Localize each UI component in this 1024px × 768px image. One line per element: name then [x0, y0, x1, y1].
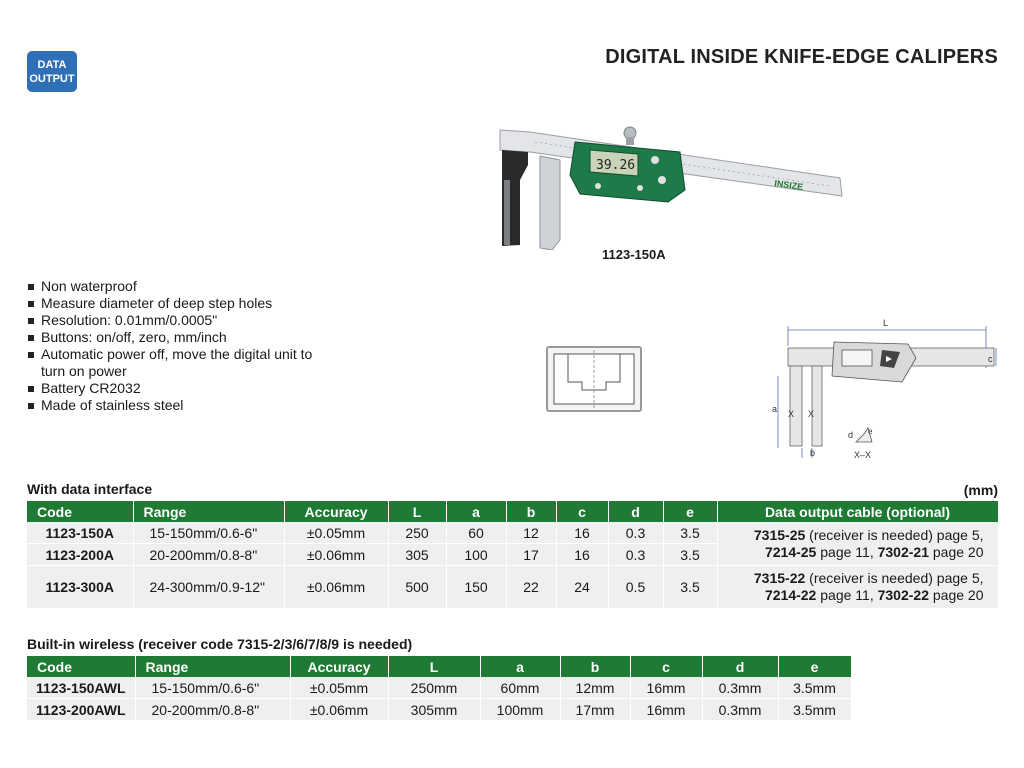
cell-code: 1123-200A: [27, 544, 133, 566]
feature-item: Made of stainless steel: [27, 397, 317, 414]
feature-item: Measure diameter of deep step holes: [27, 295, 317, 312]
cell-a: 60mm: [480, 677, 560, 699]
col-header-e: e: [663, 501, 717, 522]
col-header-a: a: [446, 501, 506, 522]
cell-range: 24-300mm/0.9-12": [133, 566, 284, 609]
cell-range: 20-200mm/0.8-8": [133, 544, 284, 566]
cable-code: 7302-22: [877, 587, 929, 603]
cable-text: page 20: [929, 587, 984, 603]
feature-item: Non waterproof: [27, 278, 317, 295]
cable-text: page 11,: [816, 587, 878, 603]
col-header-cable: Data output cable (optional): [717, 501, 998, 522]
cell-range: 15-150mm/0.6-6": [133, 522, 284, 544]
cell-accuracy: ±0.06mm: [284, 566, 388, 609]
label-x-right: X: [808, 409, 815, 419]
label-d: d: [848, 430, 854, 440]
cell-accuracy: ±0.06mm: [290, 699, 388, 721]
col-header-range: Range: [133, 501, 284, 522]
feature-item: Battery CR2032: [27, 380, 317, 397]
dimension-diagram: [770, 316, 1002, 464]
cable-text: page 20: [929, 543, 984, 560]
page-title: DIGITAL INSIDE KNIFE-EDGE CALIPERS: [605, 46, 998, 68]
cell-a: 100mm: [480, 699, 560, 721]
cell-L: 500: [388, 566, 446, 609]
cell-d: 0.5: [608, 566, 663, 609]
col-header-b: b: [506, 501, 556, 522]
data-output-badge: [27, 51, 77, 92]
cable-code: 7315-22: [753, 570, 806, 586]
cell-code: 1123-150AWL: [27, 677, 135, 699]
label-x-left: X: [788, 409, 795, 419]
cell-a: 150: [446, 566, 506, 609]
caliper-product-image: [490, 120, 850, 250]
cell-a: 100: [446, 544, 506, 566]
col-header-b: b: [560, 656, 630, 677]
cell-c: 16: [556, 522, 608, 544]
cell-e: 3.5mm: [778, 699, 851, 721]
cell-d: 0.3: [608, 544, 663, 566]
cell-d: 0.3: [608, 522, 663, 544]
col-header-d: d: [608, 501, 663, 522]
label-e: e: [868, 427, 873, 436]
table-row: [27, 566, 998, 609]
jaw-profile-diagram: [546, 346, 642, 412]
cell-e: 3.5mm: [778, 677, 851, 699]
cell-cable-group-2: [717, 566, 998, 609]
cable-text: (receiver is needed) page 5,: [805, 570, 984, 586]
col-header-code: Code: [27, 656, 135, 677]
label-a: a: [772, 404, 778, 414]
cell-accuracy: ±0.05mm: [284, 522, 388, 544]
cell-accuracy: ±0.06mm: [284, 544, 388, 566]
table-header-row: [27, 501, 998, 522]
cell-d: 0.3mm: [702, 699, 778, 721]
col-header-e: e: [778, 656, 851, 677]
col-header-c: c: [556, 501, 608, 522]
table1-unit: (mm): [963, 482, 998, 498]
col-header-L: L: [388, 501, 446, 522]
feature-item: Buttons: on/off, zero, mm/inch: [27, 329, 317, 346]
label-section-xx: X–X: [854, 450, 872, 460]
col-header-accuracy: Accuracy: [284, 501, 388, 522]
cell-b: 12: [506, 522, 556, 544]
label-L: L: [883, 318, 889, 328]
cell-e: 3.5: [663, 544, 717, 566]
cell-L: 305: [388, 544, 446, 566]
label-c: c: [988, 354, 993, 364]
col-header-c: c: [630, 656, 702, 677]
cable-text: (receiver is needed) page 5,: [805, 526, 984, 543]
feature-item: Automatic power off, move the digital unit to turn on power: [27, 346, 317, 380]
cable-code: 7214-25: [764, 543, 817, 560]
cell-d: 0.3mm: [702, 677, 778, 699]
cell-b: 17mm: [560, 699, 630, 721]
cell-c: 24: [556, 566, 608, 609]
cell-b: 17: [506, 544, 556, 566]
badge-line-2: OUTPUT: [29, 72, 75, 85]
brand-logo: INSIZE: [773, 178, 804, 193]
table-row: [27, 522, 998, 544]
label-b: b: [810, 448, 816, 458]
col-header-d: d: [702, 656, 778, 677]
col-header-code: Code: [27, 501, 133, 522]
cable-code: 7302-21: [877, 543, 929, 560]
cell-code: 1123-200AWL: [27, 699, 135, 721]
product-image-caption: 1123-150A: [602, 247, 666, 262]
cell-b: 12mm: [560, 677, 630, 699]
col-header-a: a: [480, 656, 560, 677]
col-header-L: L: [388, 656, 480, 677]
cell-range: 20-200mm/0.8-8": [135, 699, 290, 721]
cell-code: 1123-300A: [27, 566, 133, 609]
cell-range: 15-150mm/0.6-6": [135, 677, 290, 699]
col-header-accuracy: Accuracy: [290, 656, 388, 677]
cell-accuracy: ±0.05mm: [290, 677, 388, 699]
table1-heading: With data interface: [27, 481, 153, 497]
feature-list: [27, 278, 317, 414]
feature-item: Resolution: 0.01mm/0.0005": [27, 312, 317, 329]
cable-code: 7214-22: [764, 587, 817, 603]
cell-e: 3.5: [663, 522, 717, 544]
cable-code: 7315-25: [753, 526, 806, 543]
cell-c: 16mm: [630, 699, 702, 721]
table-row: [27, 677, 851, 699]
cell-L: 250mm: [388, 677, 480, 699]
table-row: [27, 699, 851, 721]
wireless-table: [27, 656, 852, 721]
col-header-range: Range: [135, 656, 290, 677]
cell-b: 22: [506, 566, 556, 609]
table2-heading: Built-in wireless (receiver code 7315-2/3/6/7/8/9 is needed): [27, 636, 413, 652]
cell-L: 305mm: [388, 699, 480, 721]
table-header-row: [27, 656, 851, 677]
cable-text: page 11,: [816, 543, 878, 560]
cell-L: 250: [388, 522, 446, 544]
cell-c: 16: [556, 544, 608, 566]
badge-line-1: DATA: [37, 58, 67, 71]
cell-code: 1123-150A: [27, 522, 133, 544]
cell-e: 3.5: [663, 566, 717, 609]
data-interface-table: [27, 501, 999, 609]
lcd-reading: 39.26: [596, 158, 636, 173]
cell-c: 16mm: [630, 677, 702, 699]
cell-cable-group-1: [717, 522, 998, 566]
cell-a: 60: [446, 522, 506, 544]
